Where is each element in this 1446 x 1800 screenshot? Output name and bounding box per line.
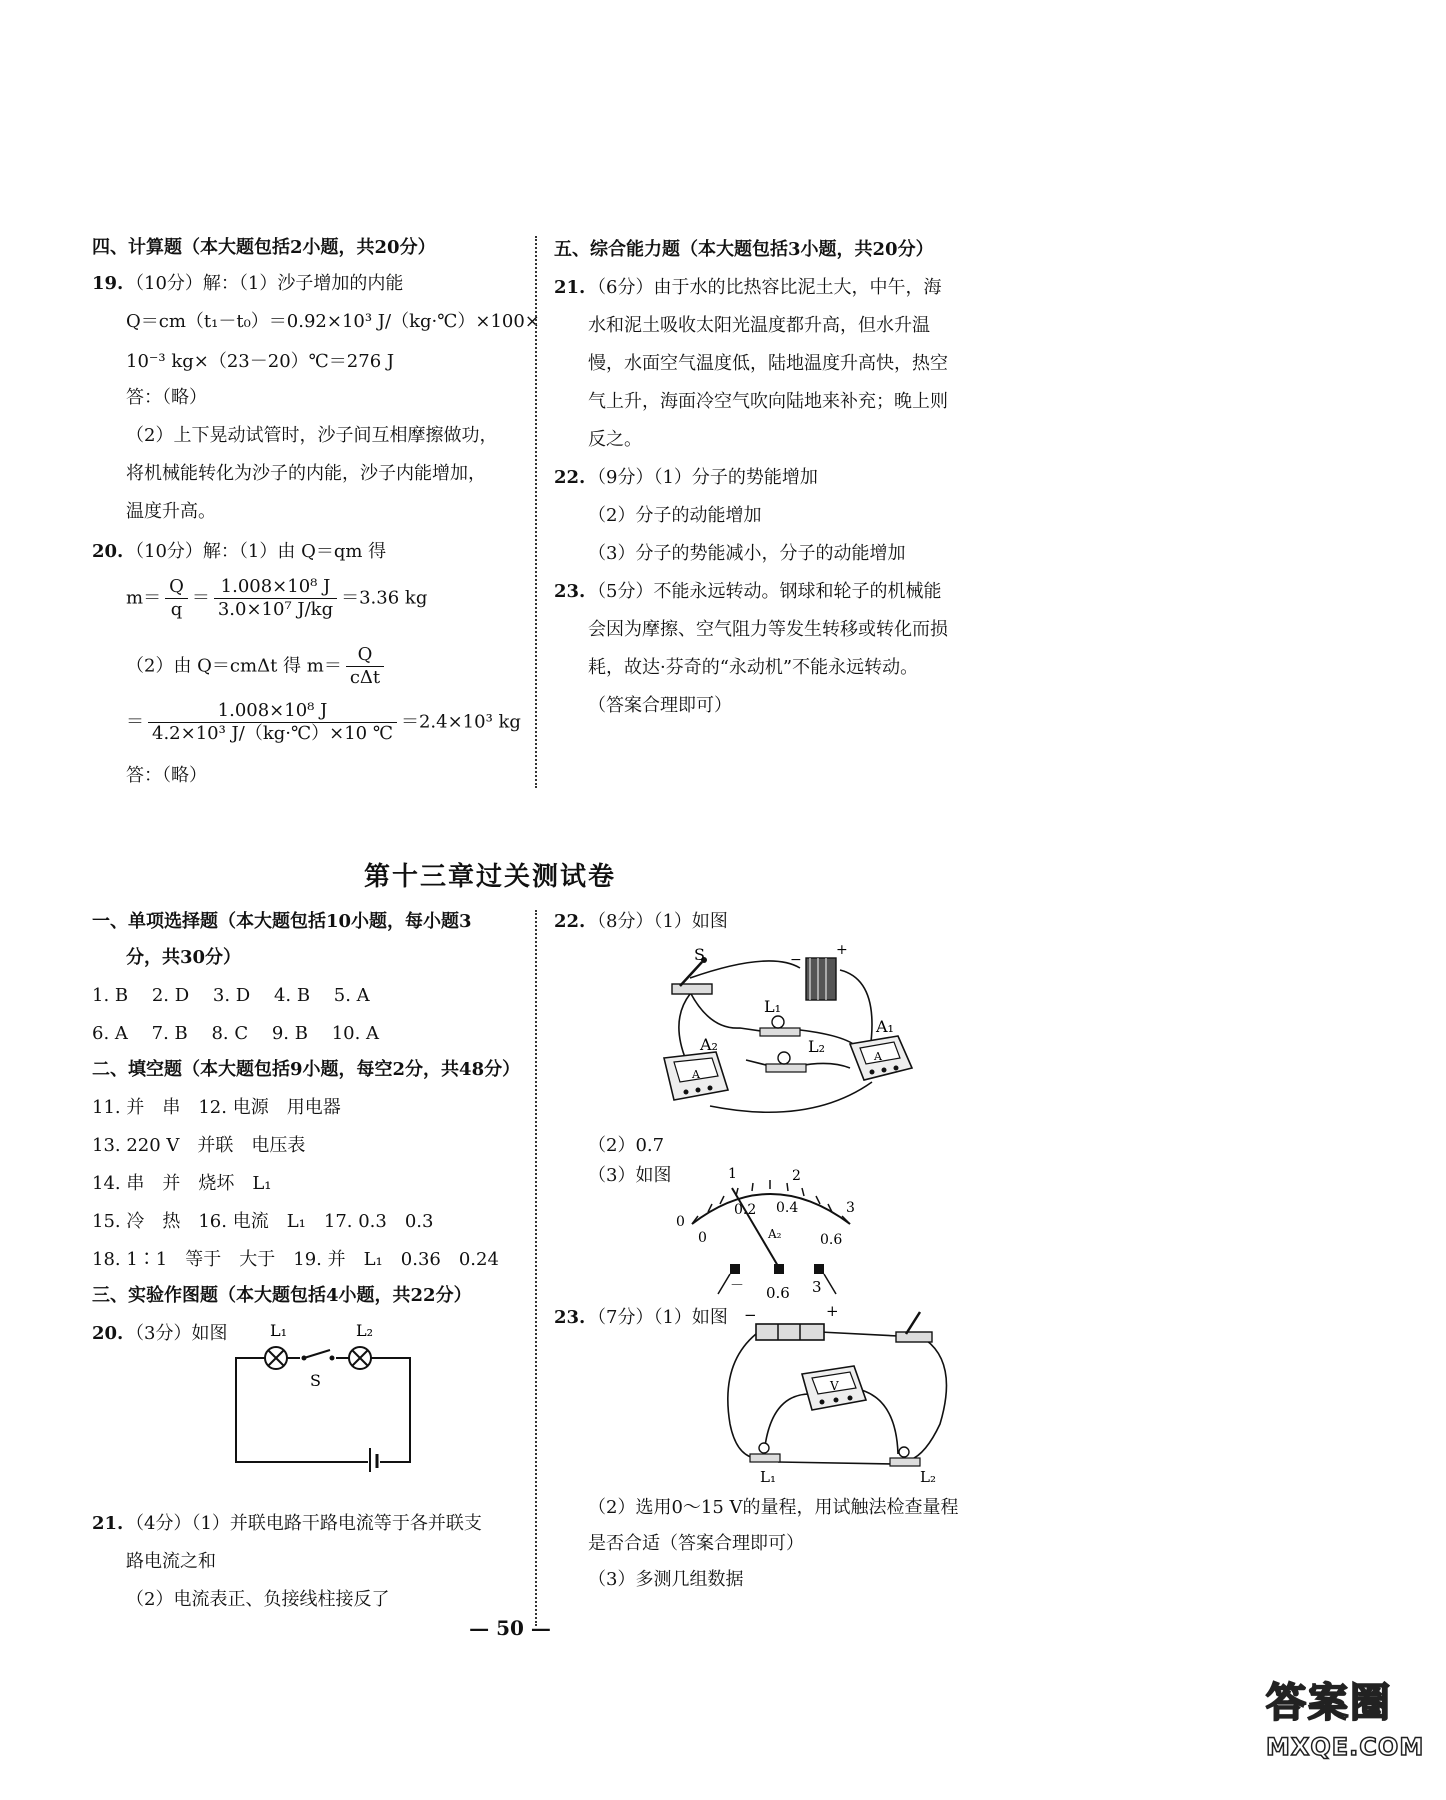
scale-top-3: 3 bbox=[846, 1200, 855, 1216]
frac-top: 1.008×10⁸ J bbox=[148, 700, 397, 723]
q23-number: 23. bbox=[554, 581, 586, 602]
dial-ticks bbox=[692, 1180, 850, 1224]
q23-line2: 会因为摩擦、空气阻力等发生转移或转化而损 bbox=[588, 619, 948, 640]
label-l1: L₁ bbox=[760, 1468, 776, 1484]
parallel-circuit-picture bbox=[650, 940, 930, 1126]
exp-q22-line1 bbox=[554, 910, 728, 934]
exp-q21-line2: 路电流之和 bbox=[126, 1551, 216, 1572]
lamp-l1-icon bbox=[760, 1016, 800, 1036]
q22-line3: （3）分子的势能减小，分子的动能增加 bbox=[588, 543, 906, 564]
label-l2: L₂ bbox=[356, 1321, 374, 1340]
exp-q23-line3: 是否合适（答案合理即可） bbox=[588, 1533, 804, 1554]
terminal-3-label: 3 bbox=[812, 1278, 822, 1296]
fill-11-12: 11. 并 串 12. 电源 用电器 bbox=[92, 1097, 341, 1118]
battery-icon bbox=[368, 1448, 380, 1472]
fraction-q-over-q bbox=[165, 576, 188, 621]
q20-result1: ＝3.36 kg bbox=[341, 587, 428, 609]
q22-line1 bbox=[554, 466, 818, 490]
exp-q20-number: 20. bbox=[92, 1323, 124, 1344]
q19-line2: Q＝cm（t₁－t₀）＝0.92×10³ J/（kg·℃）×100× bbox=[126, 311, 540, 332]
q22-text1: （9分）（1）分子的势能增加 bbox=[588, 467, 818, 488]
q21-text1: （6分）由于水的比热容比泥土大，中午，海 bbox=[588, 277, 942, 298]
scale-bottom-04: 0.4 bbox=[776, 1200, 799, 1216]
switch-icon bbox=[672, 957, 712, 994]
terminal-06-icon bbox=[774, 1264, 784, 1274]
series-circuit-diagram bbox=[220, 1316, 420, 1472]
lamp-l1-icon bbox=[265, 1347, 287, 1369]
frac-bottom: cΔt bbox=[349, 667, 381, 688]
scale-bottom-02: 0.2 bbox=[734, 1202, 757, 1218]
q19-line1 bbox=[92, 272, 403, 296]
q21-line2: 水和泥土吸收太阳光温度都升高，但水升温 bbox=[588, 315, 930, 336]
scale-zero-top: 0 bbox=[676, 1214, 685, 1230]
q20-formula1 bbox=[126, 576, 427, 621]
q21-line1 bbox=[554, 276, 941, 300]
q19-line3: 10⁻³ kg×（23－20）℃＝276 J bbox=[126, 351, 395, 372]
page-number: — 50 — bbox=[469, 1616, 551, 1640]
lamp-l1-icon bbox=[750, 1443, 780, 1462]
q20-number: 20. bbox=[92, 541, 124, 562]
exp-q22-number: 22. bbox=[554, 911, 586, 932]
frac-bottom: 4.2×10³ J/（kg·℃）×10 ℃ bbox=[152, 723, 393, 744]
exp-q23-number: 23. bbox=[554, 1307, 586, 1328]
q19-number: 19. bbox=[92, 273, 124, 294]
exp-q20-line bbox=[92, 1322, 227, 1346]
dial-arc bbox=[692, 1194, 850, 1224]
q20-formula2 bbox=[126, 644, 388, 689]
section-4-heading: 四、计算题（本大题包括2小题，共20分） bbox=[92, 237, 436, 258]
switch-icon bbox=[896, 1312, 932, 1342]
switch-icon bbox=[300, 1350, 336, 1362]
exp-q20-text: （3分）如图 bbox=[126, 1323, 228, 1344]
section-1-heading-l1: 一、单项选择题（本大题包括10小题，每小题3 bbox=[92, 911, 472, 932]
q20-result2: ＝2.4×10³ kg bbox=[400, 711, 521, 733]
label-a2: A₂ bbox=[700, 1035, 718, 1054]
section-5-heading: 五、综合能力题（本大题包括3小题，共20分） bbox=[554, 239, 934, 260]
exp-q23-line2: （2）选用0～15 V的量程，用试触法检查量程 bbox=[588, 1497, 959, 1518]
exp-q21-line3: （2）电流表正、负接线柱接反了 bbox=[126, 1589, 390, 1610]
q23-text1: （5分）不能永远转动。钢球和轮子的机械能 bbox=[588, 581, 942, 602]
q20-answer: 答：（略） bbox=[126, 765, 207, 786]
ammeter-a2-icon bbox=[664, 1052, 728, 1100]
lamp-l2-icon bbox=[766, 1052, 806, 1072]
voltmeter-icon bbox=[802, 1366, 866, 1410]
equals: ＝ bbox=[191, 587, 210, 609]
q21-line5: 反之。 bbox=[588, 429, 642, 450]
ammeter-a1-letter: A bbox=[874, 1050, 882, 1063]
svg-text:+: + bbox=[836, 942, 848, 958]
scale-top-1: 1 bbox=[728, 1166, 737, 1182]
frac-top: Q bbox=[165, 576, 188, 599]
q19-line6: 将机械能转化为沙子的内能，沙子内能增加， bbox=[126, 463, 486, 484]
watermark-logo-domain: MXQE.COM bbox=[1266, 1733, 1425, 1761]
fill-18-19: 18. 1∶1 等于 大于 19. 并 L₁ 0.36 0.24 bbox=[92, 1249, 499, 1270]
q23-line1 bbox=[554, 580, 941, 604]
q20-m: m＝ bbox=[126, 587, 162, 609]
column-divider-top bbox=[535, 236, 537, 788]
q23-line3: 耗，故达·芬奇的“永动机”不能永远转动。 bbox=[588, 657, 919, 678]
q21-number: 21. bbox=[554, 277, 586, 298]
mc-answers-row2: 6. A 7. B 8. C 9. B 10. A bbox=[92, 1023, 380, 1044]
q20-formula3 bbox=[126, 700, 521, 745]
q21-line3: 慢，水面空气温度低，陆地温度升高快，热空 bbox=[588, 353, 948, 374]
equals: ＝ bbox=[126, 711, 144, 733]
scale-top-2: 2 bbox=[792, 1168, 801, 1184]
label-s: S bbox=[310, 1371, 321, 1390]
exp-q21-line1 bbox=[92, 1512, 482, 1536]
q19-line5: （2）上下晃动试管时，沙子间互相摩擦做功， bbox=[126, 425, 498, 446]
q22-number: 22. bbox=[554, 467, 586, 488]
fraction-long bbox=[148, 700, 397, 745]
fraction-energy-over-heat-value bbox=[214, 576, 337, 621]
watermark-logo bbox=[1266, 1676, 1436, 1790]
section-1-heading-l2: 分，共30分） bbox=[126, 947, 242, 968]
section-2-heading: 二、填空题（本大题包括9小题，每空2分，共48分） bbox=[92, 1059, 521, 1080]
q22-line2: （2）分子的动能增加 bbox=[588, 505, 762, 526]
voltmeter-circuit-picture bbox=[720, 1304, 960, 1484]
q20-text1: （10分）解：（1）由 Q＝qm 得 bbox=[126, 541, 387, 562]
q23-line4: （答案合理即可） bbox=[588, 695, 732, 716]
label-l2: L₂ bbox=[920, 1468, 936, 1484]
battery-icon bbox=[790, 942, 848, 1000]
exp-q21-text1: （4分）（1）并联电路干路电流等于各并联支 bbox=[126, 1513, 482, 1534]
lamp-l2-icon bbox=[349, 1347, 371, 1369]
label-l1: L₁ bbox=[764, 997, 782, 1016]
fill-15-17: 15. 冷 热 16. 电流 L₁ 17. 0.3 0.3 bbox=[92, 1211, 434, 1232]
fill-13: 13. 220 V 并联 电压表 bbox=[92, 1135, 306, 1156]
fraction-q-over-c-dt bbox=[346, 644, 384, 689]
scale-bottom-06: 0.6 bbox=[820, 1232, 843, 1248]
svg-text:−: − bbox=[790, 952, 802, 968]
ammeter-dial-diagram bbox=[670, 1158, 870, 1310]
column-divider-bottom bbox=[535, 910, 537, 1626]
label-s: S bbox=[694, 945, 705, 964]
frac-bottom: q bbox=[170, 599, 183, 620]
fill-14: 14. 串 并 烧坏 L₁ bbox=[92, 1173, 272, 1194]
circuit-wire bbox=[236, 1358, 410, 1462]
exp-q22-line2: （2）0.7 bbox=[588, 1135, 665, 1156]
svg-text:+: + bbox=[826, 1304, 839, 1320]
q20-line1 bbox=[92, 540, 386, 564]
frac-top: 1.008×10⁸ J bbox=[214, 576, 337, 599]
q19-text1: （10分）解：（1）沙子增加的内能 bbox=[126, 273, 404, 294]
exp-q21-number: 21. bbox=[92, 1513, 124, 1534]
exp-q22-line3: （3）如图 bbox=[588, 1165, 672, 1186]
label-l2: L₂ bbox=[808, 1037, 826, 1056]
exp-q22-text1: （8分）（1）如图 bbox=[588, 911, 728, 932]
terminal-06-label: 0.6 bbox=[766, 1284, 790, 1302]
q21-line4: 气上升，海面冷空气吹向陆地来补充；晚上则 bbox=[588, 391, 948, 412]
q19-line7: 温度升高。 bbox=[126, 501, 216, 522]
q19-line4: 答：（略） bbox=[126, 387, 207, 408]
mc-answers-row1: 1. B 2. D 3. D 4. B 5. A bbox=[92, 985, 370, 1006]
q20-text3: （2）由 Q＝cmΔt 得 m＝ bbox=[126, 655, 342, 677]
ammeter-a1-icon bbox=[850, 1036, 912, 1080]
svg-text:−: − bbox=[744, 1306, 757, 1324]
exp-q23-line1 bbox=[554, 1306, 728, 1330]
ammeter-a2-letter: A bbox=[692, 1068, 700, 1081]
frac-bottom: 3.0×10⁷ J/kg bbox=[217, 599, 334, 620]
chapter-title: 第十三章过关测试卷 bbox=[363, 862, 616, 892]
watermark-logo-title: 答案圈 bbox=[1266, 1680, 1392, 1726]
scale-zero-bottom: 0 bbox=[698, 1230, 707, 1246]
label-a1: A₁ bbox=[876, 1017, 894, 1036]
voltmeter-letter: V bbox=[830, 1379, 839, 1393]
terminal-minus-label: － bbox=[730, 1278, 744, 1294]
frac-top: Q bbox=[346, 644, 384, 667]
battery-icon bbox=[744, 1304, 839, 1340]
scale-unit: A₂ bbox=[768, 1227, 782, 1241]
exp-q23-text1: （7分）（1）如图 bbox=[588, 1307, 728, 1328]
section-3-heading: 三、实验作图题（本大题包括4小题，共22分） bbox=[92, 1285, 472, 1306]
exp-q23-line4: （3）多测几组数据 bbox=[588, 1569, 744, 1590]
label-l1: L₁ bbox=[270, 1321, 288, 1340]
